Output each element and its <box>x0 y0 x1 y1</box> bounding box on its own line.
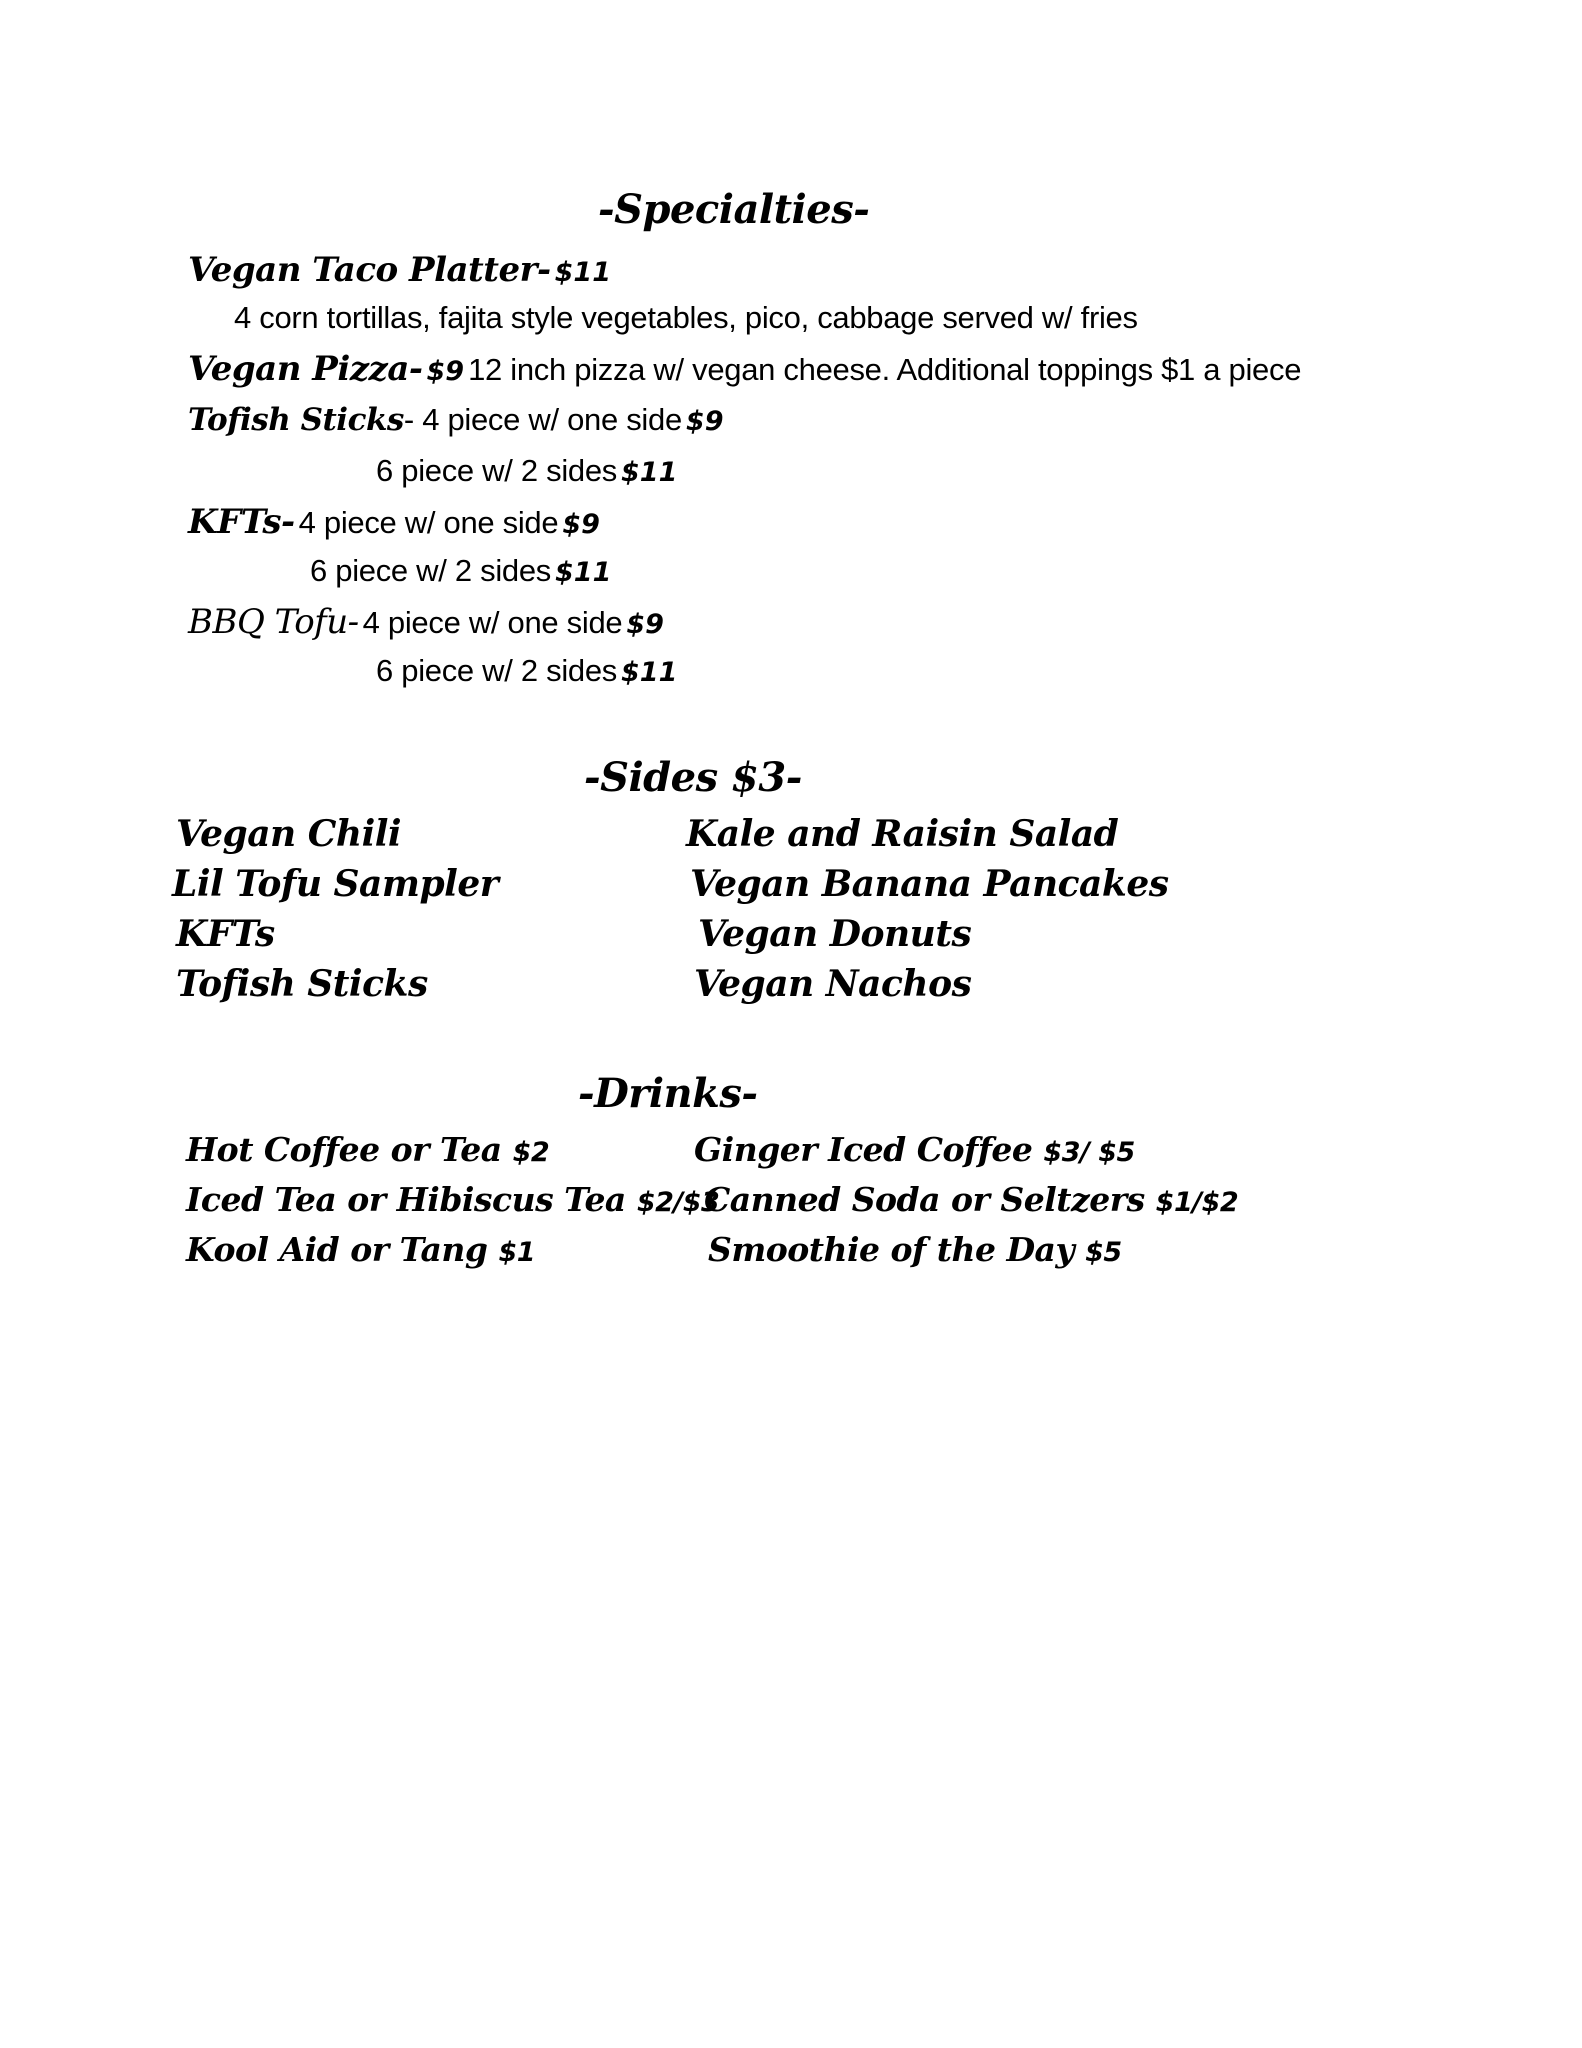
drink-name: Ginger Iced Coffee <box>694 1130 1033 1169</box>
kfts-line-2 <box>310 555 611 586</box>
kfts-line <box>188 502 600 542</box>
drink-price: $1/$2 <box>1155 1187 1239 1218</box>
side-item: Kale and Raisin Salad <box>686 813 1119 855</box>
drink-item <box>186 1130 550 1169</box>
kfts-price-1: $9 <box>562 509 600 540</box>
bbq-tofu-price-1: $9 <box>626 609 664 640</box>
bbq-tofu-line-2 <box>376 655 677 686</box>
vegan-pizza-description: 12 inch pizza w/ vegan cheese. Additional toppings $1 a piece <box>468 352 1302 387</box>
drink-name: Smoothie of the Day <box>708 1230 1075 1269</box>
vegan-pizza-line <box>188 349 1302 389</box>
bbq-tofu-line <box>188 602 664 642</box>
specialties-heading: -Specialties- <box>598 186 870 233</box>
drink-name: Kool Aid or Tang <box>186 1230 488 1269</box>
drink-price: $1 <box>498 1237 536 1268</box>
side-item: Vegan Chili <box>176 813 402 855</box>
kfts-option-1: 4 piece w/ one side <box>298 505 559 540</box>
tofish-sticks-option-1: - 4 piece w/ one side <box>403 402 682 437</box>
bbq-tofu-price-2: $11 <box>621 657 678 688</box>
tofish-sticks-price-1: $9 <box>685 406 724 437</box>
vegan-pizza-price: $9 <box>426 356 465 387</box>
tofish-sticks-name: Tofish Sticks <box>188 402 404 438</box>
bbq-tofu-option-1: 4 piece w/ one side <box>362 605 623 640</box>
sides-heading: -Sides $3- <box>584 754 802 801</box>
tofish-sticks-line-2 <box>376 455 677 486</box>
kfts-price-2: $11 <box>555 557 612 588</box>
taco-platter-name: Vegan Taco Platter- <box>188 250 551 290</box>
drink-price: $3/ $5 <box>1043 1137 1135 1168</box>
bbq-tofu-option-2: 6 piece w/ 2 sides <box>376 653 618 688</box>
taco-platter-price: $11 <box>554 257 611 288</box>
side-item: KFTs <box>176 913 275 955</box>
taco-platter-description: 4 corn tortillas, fajita style vegetables, pico, cabbage served w/ fries <box>234 300 1138 335</box>
drink-price: $5 <box>1085 1237 1122 1268</box>
drink-name: Hot Coffee or Tea <box>186 1130 502 1169</box>
drink-name: Iced Tea or Hibiscus Tea <box>186 1180 626 1219</box>
vegan-pizza-name: Vegan Pizza- <box>188 349 423 389</box>
kfts-name: KFTs- <box>188 502 295 542</box>
drink-price: $2 <box>512 1137 550 1168</box>
side-item: Lil Tofu Sampler <box>172 863 499 905</box>
tofish-sticks-line <box>188 404 723 436</box>
tofish-sticks-price-2: $11 <box>621 457 678 488</box>
drinks-heading: -Drinks- <box>578 1070 758 1117</box>
side-item: Vegan Nachos <box>694 963 972 1005</box>
drink-item <box>694 1130 1135 1169</box>
drink-item <box>186 1230 536 1269</box>
bbq-tofu-name: BBQ Tofu- <box>188 602 359 642</box>
drink-price: $2/$3 <box>636 1187 720 1218</box>
drink-item <box>704 1180 1239 1219</box>
drink-name: Canned Soda or Seltzers <box>704 1180 1145 1219</box>
tofish-sticks-option-2: 6 piece w/ 2 sides <box>376 453 618 488</box>
side-item: Vegan Donuts <box>698 913 972 955</box>
taco-platter-line <box>188 250 611 290</box>
kfts-option-2: 6 piece w/ 2 sides <box>310 553 552 588</box>
drink-item <box>186 1180 720 1219</box>
side-item: Tofish Sticks <box>176 963 428 1005</box>
drink-item <box>708 1230 1122 1269</box>
side-item: Vegan Banana Pancakes <box>690 863 1169 905</box>
